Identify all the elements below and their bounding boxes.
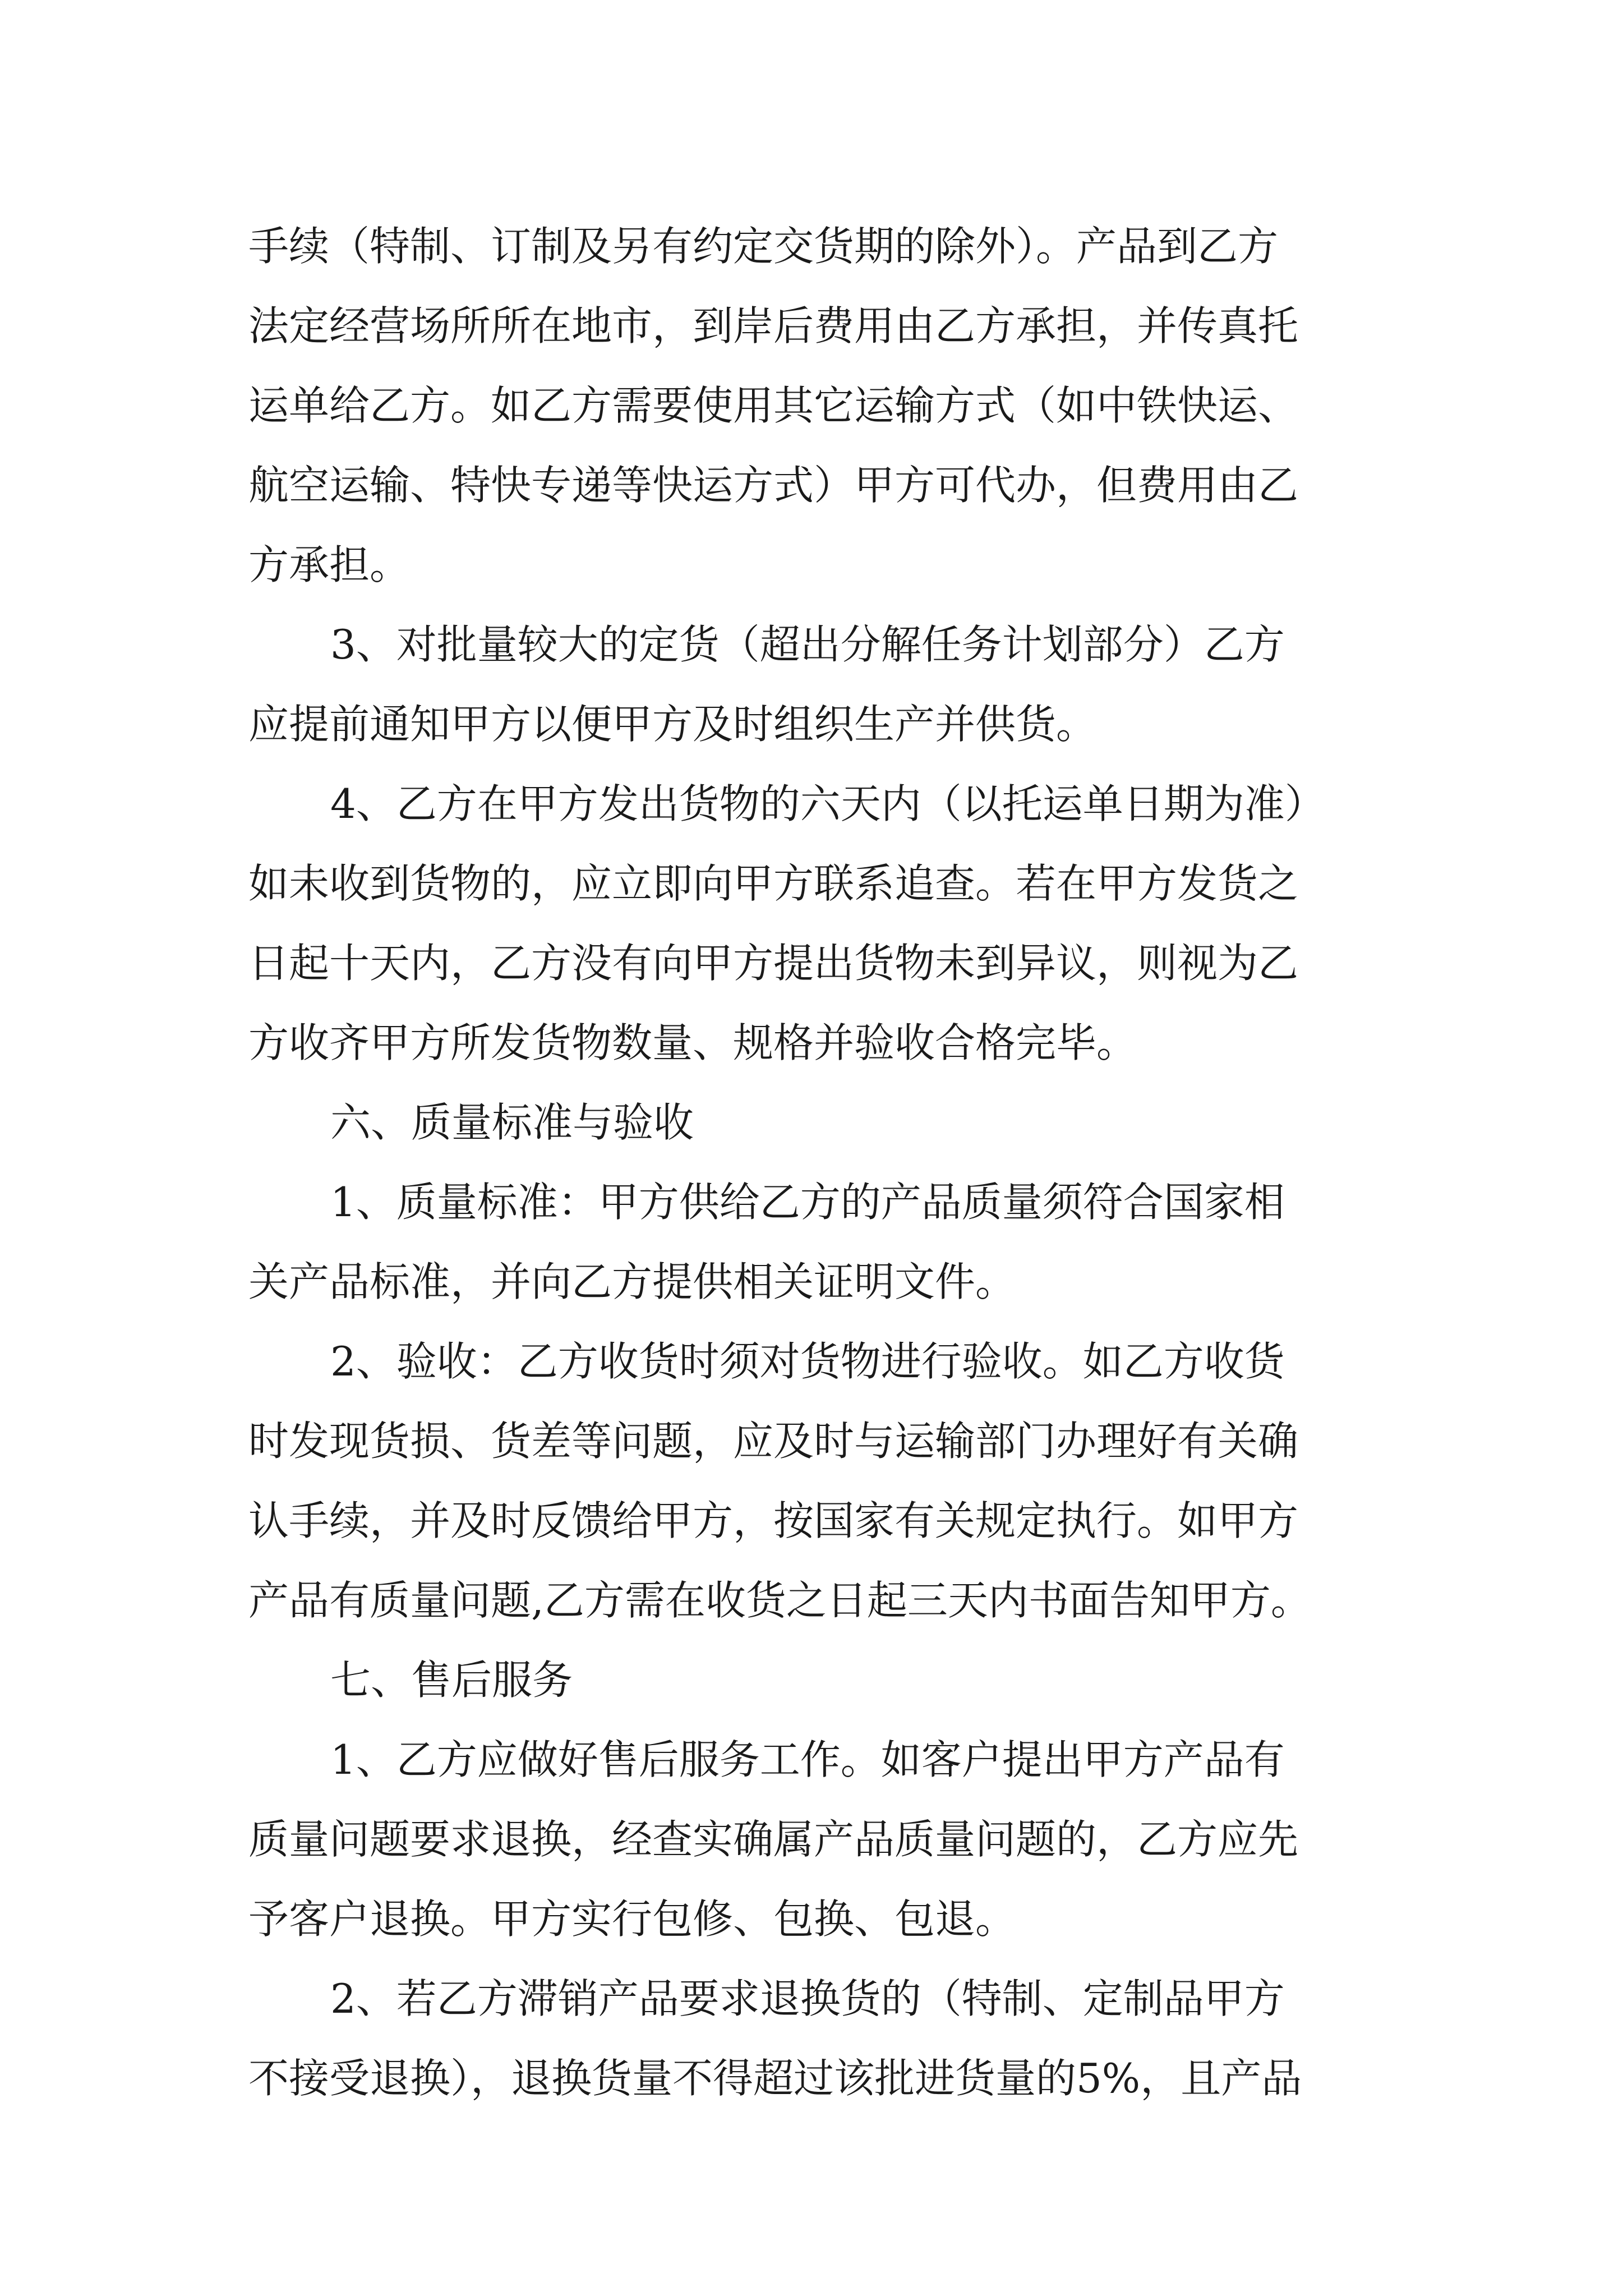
section-heading-after-sales: 七、售后服务 [330,1657,573,1704]
text-line: 关产品标准，并向乙方提供相关证明文件。 [248,1258,1016,1305]
clause-7-2-line: 2、若乙方滞销产品要求退换货的（特制、定制品甲方 [330,1975,1285,2022]
clause-7-1-line: 1、乙方应做好售后服务工作。如客户提出甲方产品有 [330,1736,1285,1783]
text-line: 质量问题要求退换，经查实确属产品质量问题的，乙方应先 [248,1816,1299,1863]
text-line: 产品有质量问题,乙方需在收货之日起三天内书面告知甲方。 [248,1577,1311,1624]
clause-6-1-line: 1、质量标准：甲方供给乙方的产品质量须符合国家相 [330,1179,1285,1226]
section-heading-quality: 六、质量标准与验收 [330,1099,694,1146]
text-line: 日起十天内，乙方没有向甲方提出货物未到异议，则视为乙 [248,940,1299,987]
text-line: 手续（特制、订制及另有约定交货期的除外）。产品到乙方 [248,223,1279,270]
text-line: 法定经营场所所在地市，到岸后费用由乙方承担，并传真托 [248,302,1299,349]
text-line: 航空运输、特快专递等快运方式）甲方可代办，但费用由乙 [248,462,1299,509]
text-line: 时发现货损、货差等问题，应及时与运输部门办理好有关确 [248,1418,1299,1465]
text-line: 应提前通知甲方以便甲方及时组织生产并供货。 [248,701,1097,748]
text-line: 认手续，并及时反馈给甲方，按国家有关规定执行。如甲方 [248,1497,1299,1544]
clause-6-2-line: 2、验收：乙方收货时须对货物进行验收。如乙方收货 [330,1338,1285,1385]
text-line: 运单给乙方。如乙方需要使用其它运输方式（如中铁快运、 [248,382,1299,429]
clause-5-4-line: 4、乙方在甲方发出货物的六天内（以托运单日期为准） [330,780,1325,827]
text-line: 方收齐甲方所发货物数量、规格并验收合格完毕。 [248,1019,1137,1066]
clause-5-3-line: 3、对批量较大的定货（超出分解任务计划部分）乙方 [330,621,1285,668]
text-line: 如未收到货物的，应立即向甲方联系追查。若在甲方发货之 [248,860,1299,907]
text-line: 予客户退换。甲方实行包修、包换、包退。 [248,1895,1016,1943]
text-line: 方承担。 [248,541,411,588]
document-body [248,206,1387,2118]
text-line: 不接受退换），退换货量不得超过该批进货量的5%，且产品 [248,2055,1302,2102]
